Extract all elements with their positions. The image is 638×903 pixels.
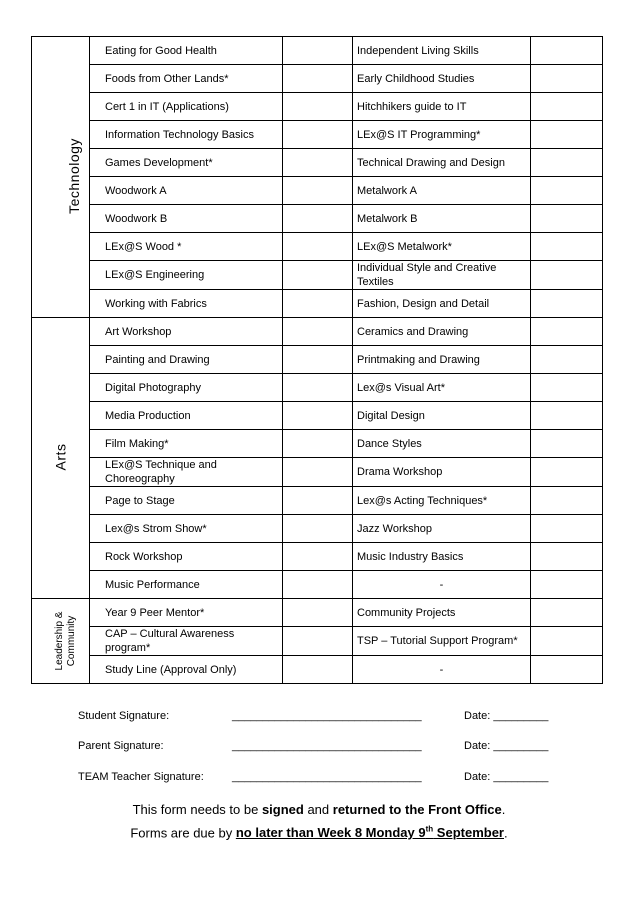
selection-box[interactable]	[283, 177, 353, 205]
table-row	[32, 121, 603, 149]
selection-box[interactable]	[531, 515, 603, 543]
selection-box[interactable]	[283, 656, 353, 684]
selection-box[interactable]	[283, 149, 353, 177]
selection-box[interactable]	[283, 290, 353, 318]
table-row	[32, 571, 603, 599]
table-row	[32, 374, 603, 402]
selection-box[interactable]	[531, 458, 603, 487]
selection-box[interactable]	[283, 543, 353, 571]
category-cell-technology	[32, 37, 90, 318]
table-row	[32, 656, 603, 684]
selection-box[interactable]	[283, 627, 353, 656]
selection-box[interactable]	[531, 346, 603, 374]
selection-box[interactable]	[283, 487, 353, 515]
subject-name: Woodwork A	[90, 177, 283, 205]
student-signature-label: Student Signature:	[78, 710, 170, 722]
table-row	[32, 205, 603, 233]
notice-text: and	[303, 802, 333, 817]
selection-box[interactable]	[531, 402, 603, 430]
selection-box[interactable]	[531, 627, 603, 656]
subject-name: Lex@s Visual Art*	[353, 374, 531, 402]
selection-box[interactable]	[531, 543, 603, 571]
subject-name: Eating for Good Health	[90, 37, 283, 65]
table-row	[32, 458, 603, 487]
table-row	[32, 318, 603, 346]
subject-name: Music Industry Basics	[353, 543, 531, 571]
category-label: Leadership & Community	[54, 611, 77, 671]
subject-name: Woodwork B	[90, 205, 283, 233]
category-cell-arts	[32, 318, 90, 599]
subject-name: Music Performance	[90, 571, 283, 599]
selection-box[interactable]	[531, 487, 603, 515]
selection-box[interactable]	[283, 458, 353, 487]
notice-text: .	[501, 802, 506, 817]
selection-box[interactable]	[531, 656, 603, 684]
subject-name: Lex@s Strom Show*	[90, 515, 283, 543]
subject-name: Metalwork B	[353, 205, 531, 233]
notice-line-2	[0, 820, 638, 843]
table-row	[32, 37, 603, 65]
selection-box[interactable]	[531, 149, 603, 177]
subject-name: Page to Stage	[90, 487, 283, 515]
subject-name: Early Childhood Studies	[353, 65, 531, 93]
subject-name: Rock Workshop	[90, 543, 283, 571]
subject-name: Cert 1 in IT (Applications)	[90, 93, 283, 121]
selection-box[interactable]	[283, 121, 353, 149]
table-row	[32, 346, 603, 374]
subject-name: Media Production	[90, 402, 283, 430]
selection-box[interactable]	[283, 430, 353, 458]
selection-box[interactable]	[531, 233, 603, 261]
selection-box[interactable]	[283, 402, 353, 430]
subject-name: LEx@S Wood *	[90, 233, 283, 261]
subject-name: Film Making*	[90, 430, 283, 458]
subject-name: LEx@S Technique and Choreography	[90, 458, 283, 487]
deadline-month: September	[433, 825, 504, 841]
selection-box[interactable]	[283, 65, 353, 93]
subject-name: CAP – Cultural Awareness program*	[90, 627, 283, 656]
subject-name: Drama Workshop	[353, 458, 531, 487]
parent-signature-label: Parent Signature:	[78, 740, 164, 752]
parent-date-field[interactable]: Date: _________	[464, 740, 549, 752]
subject-name: Community Projects	[353, 599, 531, 627]
subject-name: -	[353, 571, 531, 599]
notice-text: This form needs to be	[132, 802, 262, 817]
subject-name: Jazz Workshop	[353, 515, 531, 543]
table-row	[32, 402, 603, 430]
table-row	[32, 487, 603, 515]
table-row	[32, 93, 603, 121]
subject-name: LEx@S Metalwork*	[353, 233, 531, 261]
selection-box[interactable]	[531, 65, 603, 93]
subject-name: Painting and Drawing	[90, 346, 283, 374]
subject-table	[31, 36, 603, 684]
notice-text: Forms are due by	[130, 825, 236, 841]
table-row	[32, 233, 603, 261]
selection-box[interactable]	[283, 93, 353, 121]
student-date-field[interactable]: Date: _________	[464, 710, 549, 722]
subject-name: Year 9 Peer Mentor*	[90, 599, 283, 627]
selection-box[interactable]	[283, 515, 353, 543]
subject-name: Technical Drawing and Design	[353, 149, 531, 177]
table-row	[32, 430, 603, 458]
subject-name: Hitchhikers guide to IT	[353, 93, 531, 121]
selection-box[interactable]	[283, 37, 353, 65]
selection-box[interactable]	[283, 318, 353, 346]
deadline-text: no later than Week 8 Monday 9	[235, 825, 426, 841]
selection-box[interactable]	[531, 261, 603, 290]
selection-box[interactable]	[531, 205, 603, 233]
teacher-signature-line[interactable]: _______________________________	[232, 771, 422, 783]
selection-box[interactable]	[531, 374, 603, 402]
subject-name: Lex@s Acting Techniques*	[353, 487, 531, 515]
subject-name: Printmaking and Drawing	[353, 346, 531, 374]
selection-box[interactable]	[531, 571, 603, 599]
notice-emphasis-signed: signed	[261, 802, 304, 817]
deadline-ordinal: th	[425, 825, 434, 834]
selection-box[interactable]	[283, 205, 353, 233]
teacher-date-field[interactable]: Date: _________	[464, 771, 549, 783]
notice-emphasis-front-office: returned to the Front Office	[332, 802, 502, 817]
selection-box[interactable]	[531, 37, 603, 65]
selection-box[interactable]	[531, 318, 603, 346]
subject-name: Working with Fabrics	[90, 290, 283, 318]
table-row	[32, 543, 603, 571]
teacher-signature-label: TEAM Teacher Signature:	[78, 771, 204, 783]
selection-box[interactable]	[531, 430, 603, 458]
notice-text: .	[504, 825, 508, 841]
table-row	[32, 515, 603, 543]
student-signature-line[interactable]: _______________________________	[232, 710, 422, 722]
subject-name: Ceramics and Drawing	[353, 318, 531, 346]
subject-name: Dance Styles	[353, 430, 531, 458]
parent-signature-line[interactable]: _______________________________	[232, 740, 422, 752]
subject-name: Digital Design	[353, 402, 531, 430]
subject-name: Information Technology Basics	[90, 121, 283, 149]
selection-box[interactable]	[283, 374, 353, 402]
table-row	[32, 65, 603, 93]
selection-box[interactable]	[531, 121, 603, 149]
selection-box[interactable]	[283, 261, 353, 290]
subject-name: Fashion, Design and Detail	[353, 290, 531, 318]
selection-box[interactable]	[531, 177, 603, 205]
subject-name: Digital Photography	[90, 374, 283, 402]
table-row	[32, 627, 603, 656]
subject-name: Foods from Other Lands*	[90, 65, 283, 93]
category-label: Arts	[52, 443, 69, 471]
table-row	[32, 599, 603, 627]
subject-name: Art Workshop	[90, 318, 283, 346]
subject-name: Metalwork A	[353, 177, 531, 205]
table-row	[32, 290, 603, 318]
subject-name: Individual Style and Creative Textiles	[353, 261, 531, 290]
selection-box[interactable]	[283, 233, 353, 261]
selection-box[interactable]	[531, 599, 603, 627]
category-label: Technology	[65, 138, 82, 214]
subject-name: Games Development*	[90, 149, 283, 177]
selection-box[interactable]	[531, 290, 603, 318]
subject-name: Independent Living Skills	[353, 37, 531, 65]
notice-line-1	[0, 800, 638, 820]
table-row	[32, 261, 603, 290]
table-row	[32, 149, 603, 177]
subject-name: -	[353, 656, 531, 684]
subject-name: Study Line (Approval Only)	[90, 656, 283, 684]
category-cell-leadership	[32, 599, 90, 684]
notice-deadline	[236, 825, 504, 840]
selection-box[interactable]	[283, 571, 353, 599]
selection-box[interactable]	[531, 93, 603, 121]
selection-box[interactable]	[283, 599, 353, 627]
selection-box[interactable]	[283, 346, 353, 374]
subject-name: TSP – Tutorial Support Program*	[353, 627, 531, 656]
subject-name: LEx@S Engineering	[90, 261, 283, 290]
subject-name: LEx@S IT Programming*	[353, 121, 531, 149]
table-row	[32, 177, 603, 205]
